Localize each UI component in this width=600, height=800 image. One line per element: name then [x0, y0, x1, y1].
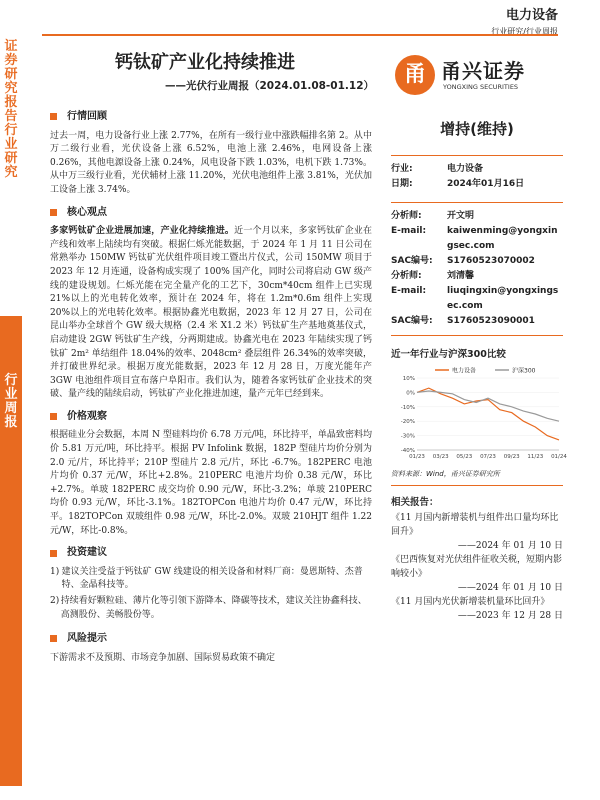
divider [391, 155, 563, 156]
x-tick-label: 09/23 [503, 454, 520, 460]
paragraph: 下游需求不及预期、市场竞争加剧、国际贸易政策不确定 [50, 652, 276, 663]
section-heading: 风险提示 [67, 633, 107, 645]
bullet-square-icon [50, 413, 57, 420]
analyst-row: E-mail: liuqingxin@yongxingsec.com [391, 286, 559, 311]
sidebar [391, 118, 567, 623]
info-row: 日期: 2024年01月16日 [391, 179, 525, 189]
paragraph: 根据硅业分会数据，本周 N 型硅料均价 6.78 万元/吨，环比持平，单晶致密料均价 5.81 万元/吨，环比持平。根据 PV Infolink 数据，182P 型硅片均价分别为 2.0 元/片，环比持平；210P 型硅片 2.8 元/片，环比 -6.7%。182PERC 电池片均价 0.37 元/W，环比+2.8%。210PERC 电池片均价 0.38 元/W，环比+2.7%。单玻 182PERC 成交均价 0.90 元/W，环比-3.2%；单玻 210PERC 均价 0.93 元/W，环比-3.1%。182TOPCon 电池片均价 0.47 元/W，环比持平。182TOPCon 双玻组件 0.98 元/W，环比-2.0%。双玻 210HJT 组件 1.22 元/W，环比-0.8%。 [50, 430, 372, 536]
paragraph-lead: 多家钙钛矿企业进展加速，产业化持续推进。 [50, 226, 235, 237]
logo-name-en: YONGXING SECURITIES [443, 83, 519, 91]
bullet-square-icon [50, 635, 57, 642]
paragraph-body: 近一个月以来，多家钙钛矿企业在产线和效率上陆续均有突破。根据仁烁光能数据，于 2024 年 1 月 11 日公司在常熟举办 150MW 钙钛矿光伏组件项目竣工暨出片仪式，公司 150MW 项目于 2023 年 12 月连通，设备构成实现了 100% 国产化，同时公司将启动 GW 级产线的建设规划。仁烁光能在完全量产化的工艺下，30cm*40cm 组件上已实现 21%以上的光电转化效率，预计在 2024 年，将在 1.2m*0.6m 组件上实现 20%以上的光电转化效率。根据协鑫光电数据，2023 年 12 月 27 日，公司在昆山举办全球首个 GW 级大规格（2.4 米 X1.2 米）钙钛矿生产基地奠基仪式，启动建设 2GW 钙钛矿生产线，分两期建成。协鑫光电在 2023 年陆续实现了钙钛矿 2m² 单结组件 18.04%的效率、2048cm² 叠层组件 26.34%的效率突破，并打破世界纪录。根据万度光能数据，2023 年 12 月 28 日，万度光能年产 3GW 电池组件项目宣布落户阜阳市。我们认为，随着各家钙钛矿企业技术的突破、量产线的陆续启动，钙钛矿产业化推进加速，量产元年已经到来。 [50, 226, 372, 400]
legend-label: 电力设备 [452, 367, 477, 375]
info-row: 行业: 电力设备 [391, 164, 484, 174]
rating: 增持(维持) [440, 120, 514, 138]
section-risk [50, 632, 372, 665]
analyst-row: E-mail: kaiwenming@yongxingsec.com [391, 226, 558, 251]
x-tick-label: 01/24 [551, 454, 567, 460]
section-core-view [50, 206, 372, 402]
series-line [417, 388, 559, 440]
x-tick-label: 01/23 [409, 454, 425, 460]
y-tick-label: -30% [400, 433, 415, 440]
y-tick-label: 0% [406, 390, 415, 397]
x-tick-label: 07/23 [480, 454, 496, 460]
related-report-date: ——2024 年 01 月 10 日 [457, 583, 563, 593]
analyst-row: 分析师: 刘清馨 [391, 271, 475, 281]
section-heading: 核心观点 [67, 206, 107, 218]
main-content [50, 110, 372, 673]
related-report-date: ——2023 年 12 月 28 日 [457, 611, 563, 621]
series-line [417, 391, 559, 421]
section-heading: 行情回顾 [67, 111, 107, 122]
section-market-review [50, 110, 372, 198]
y-tick-label: -20% [400, 419, 415, 426]
legend-label: 沪深300 [512, 367, 536, 375]
performance-chart [391, 364, 567, 464]
analyst-row: SAC编号: S1760523070002 [391, 256, 535, 266]
divider [391, 335, 563, 336]
chart-source: 资料来源：Wind，甬兴证券研究所 [391, 470, 500, 478]
analyst-row: SAC编号: S1760523090001 [391, 316, 535, 326]
header-category: 行业研究/行业周报 [491, 27, 558, 36]
paragraph: 过去一周，电力设备行业上涨 2.77%，在所有一级行业中涨跌幅排名第 2。从中万二级行业看，光伏设备上涨 6.52%，电池上涨 2.46%，电网设备上涨 0.26%，其他电源设备上涨 0.24%，风电设备下跌 1.03%，电机下跌 1.73%。从中万三级行业看，光伏辅材上涨 11.20%，光伏电池组件上涨 3.81%，光伏加工设备上涨 3.74%。 [50, 130, 372, 195]
report-title: 钙钛矿产业化持续推进 [115, 52, 295, 73]
bullet-square-icon [50, 209, 57, 216]
header-divider [42, 34, 558, 36]
related-report-link[interactable]: 《11 月国内光伏新增装机量环比回升》 [391, 597, 550, 607]
section-heading: 投资建议 [67, 547, 107, 559]
chart-title: 近一年行业与沪深300比较 [391, 349, 506, 360]
paragraph [50, 225, 372, 402]
related-report-link[interactable]: 《11 月国内新增装机与组件出口量均环比回升》 [391, 513, 559, 537]
report-subtitle: ——光伏行业周报（2024.01.08-01.12） [165, 80, 374, 92]
bullet-square-icon [50, 550, 57, 557]
side-label-weekly: 行业周报 [0, 316, 22, 786]
header-sector: 电力设备 [505, 8, 558, 23]
header-right [491, 4, 558, 37]
list-item: 2) 持续看好颗粒硅、薄片化等引领下游降本、降碳等技术，建议关注协鑫科技、高测股份、美畅股份等。 [50, 596, 367, 620]
analyst-row: 分析师: 开文明 [391, 211, 475, 221]
logo-mark-icon: 甬 [395, 55, 435, 95]
divider [391, 202, 563, 203]
x-tick-label: 05/23 [456, 454, 473, 460]
divider [391, 485, 563, 486]
x-tick-label: 11/23 [527, 454, 544, 460]
related-list [391, 511, 563, 623]
bullet-square-icon [50, 113, 57, 120]
section-investment [50, 546, 372, 622]
y-tick-label: 10% [402, 376, 415, 382]
list-item: 1) 建议关注受益于钙钛矿 GW 线建设的相关设备和材料厂商：曼恩斯特、杰普特、金晶科技等。 [50, 566, 363, 591]
section-heading: 价格观察 [67, 410, 107, 422]
related-report-date: ——2024 年 01 月 10 日 [457, 541, 563, 551]
related-title: 相关报告： [391, 497, 439, 508]
related-report-link[interactable]: 《巴西恢复对光伏组件征收关税，短期内影响较小》 [391, 555, 563, 579]
side-label-report-type: 证券研究报告 行业研究 [0, 40, 22, 230]
y-tick-label: -40% [400, 448, 415, 454]
section-price [50, 410, 372, 538]
logo-name-cn: 甬兴证券 [441, 59, 525, 83]
y-tick-label: -10% [400, 404, 415, 411]
x-tick-label: 03/23 [432, 454, 449, 460]
company-logo [395, 55, 560, 95]
